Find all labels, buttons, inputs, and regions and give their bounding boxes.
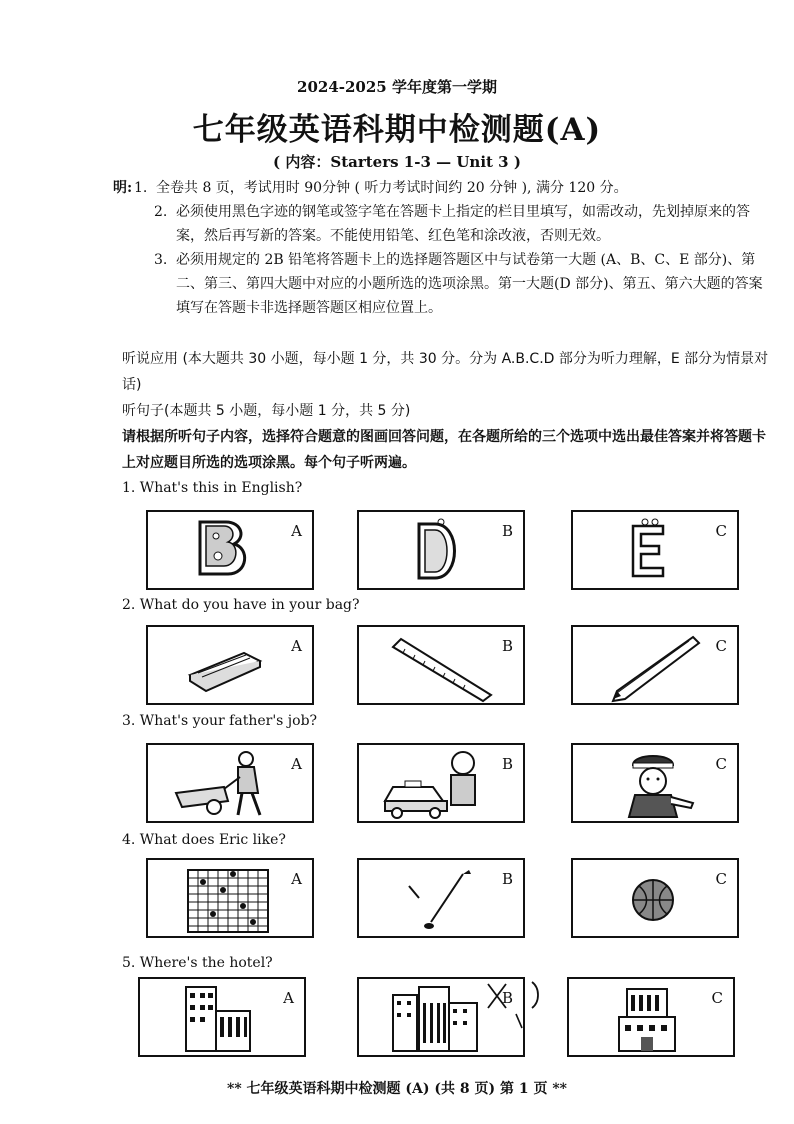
instruction-item — [154, 200, 768, 248]
option-letter: B — [501, 870, 513, 888]
option-box[interactable] — [357, 625, 525, 705]
option-letter: A — [291, 870, 302, 888]
instructions — [113, 176, 768, 320]
letter-e-icon — [593, 516, 713, 588]
option-box[interactable] — [567, 977, 735, 1057]
section-heading: 听说应用 (本大题共 30 小题，每小题 1 分，共 30 分。分为 A.B.C.D 部分为听力理解，E 部分为情景对话) — [122, 351, 769, 393]
question-title: 4. What does Eric like? — [122, 832, 286, 848]
letter-d-icon — [379, 516, 499, 588]
basketball-icon — [593, 864, 713, 936]
page-footer: ** 七年级英语科期中检测题 (A) (共 8 页) 第 1 页 ** — [227, 1081, 567, 1097]
option-box[interactable] — [571, 510, 739, 590]
question-title: 5. Where's the hotel? — [122, 955, 273, 971]
option-box[interactable] — [571, 743, 739, 823]
instruction-text: 全卷共 8 页，考试用时 90分钟 ( 听力考试时间约 20 分钟 ), 满分 120 分。 — [156, 180, 628, 196]
option-letter: B — [501, 989, 513, 1007]
instruction-text: 必须用规定的 2B 铅笔将答题卡上的选择题答题区中与试卷第一大题 (A、B、C、E 部分)、第二、第三、第四大题中对应的小题所选的选项涂黑。第一大题(D 部分)、第五、第六大题的答案填写在答题卡非选择题答题区相应位置上。 — [176, 252, 763, 316]
option-letter: A — [291, 637, 302, 655]
instruction-item — [154, 248, 768, 320]
school-year: 2024-2025 学年度第一学期 — [297, 78, 497, 96]
instructions-label: 明: — [113, 180, 133, 196]
instruction-number: 1. — [134, 180, 148, 196]
pencil-icon — [593, 631, 713, 703]
part-directions: 请根据所听句子内容，选择符合题意的图画回答问题，在各题所给的三个选项中选出最佳答案并将答题卡上对应题目所选的选项涂黑。每个句子听两遍。 — [122, 429, 766, 471]
taxi-driver-icon — [379, 749, 499, 821]
option-box[interactable] — [357, 858, 525, 938]
part-heading: 听句子(本题共 5 小题，每小题 1 分，共 5 分) — [122, 403, 411, 419]
instruction-number: 3. — [154, 252, 168, 268]
instruction-number: 2. — [154, 204, 168, 220]
question-title: 1. What's this in English? — [122, 480, 303, 496]
letter-b-icon — [168, 516, 288, 588]
option-box[interactable] — [146, 625, 314, 705]
hotel-buildings-icon — [589, 983, 709, 1055]
option-box[interactable] — [146, 510, 314, 590]
exam-title: 七年级英语科期中检测题(A) — [192, 112, 602, 148]
handwritten-mark — [480, 978, 550, 1038]
question-title: 3. What's your father's job? — [122, 713, 318, 729]
police-officer-icon — [593, 749, 713, 821]
option-letter: C — [715, 522, 727, 540]
option-box[interactable] — [146, 858, 314, 938]
option-box[interactable] — [357, 743, 525, 823]
option-letter: C — [715, 755, 727, 773]
option-letter: C — [711, 989, 723, 1007]
option-box[interactable] — [138, 977, 306, 1057]
option-letter: C — [715, 637, 727, 655]
eraser-icon — [168, 631, 288, 703]
option-box[interactable] — [146, 743, 314, 823]
exam-subtitle: ( 内容：Starters 1-3 — Unit 3 ) — [273, 153, 521, 171]
option-letter: A — [291, 755, 302, 773]
chess-icon — [168, 864, 288, 936]
farmer-icon — [168, 749, 288, 821]
option-box[interactable] — [357, 510, 525, 590]
option-letter: A — [283, 989, 294, 1007]
option-box[interactable] — [571, 858, 739, 938]
option-letter: B — [501, 755, 513, 773]
instruction-item — [134, 176, 768, 200]
ruler-icon — [379, 631, 499, 703]
option-box[interactable] — [571, 625, 739, 705]
golf-icon — [379, 864, 499, 936]
instruction-text: 必须使用黑色字迹的钢笔或签字笔在答题卡上指定的栏目里填写，如需改动，先划掉原来的答案，然后再写新的答案。不能使用铅笔、红色笔和涂改液，否则无效。 — [176, 204, 750, 244]
option-letter: C — [715, 870, 727, 888]
option-letter: B — [501, 637, 513, 655]
option-letter: B — [501, 522, 513, 540]
option-letter: A — [291, 522, 302, 540]
question-title: 2. What do you have in your bag? — [122, 597, 360, 613]
hotel-buildings-icon — [160, 983, 280, 1055]
